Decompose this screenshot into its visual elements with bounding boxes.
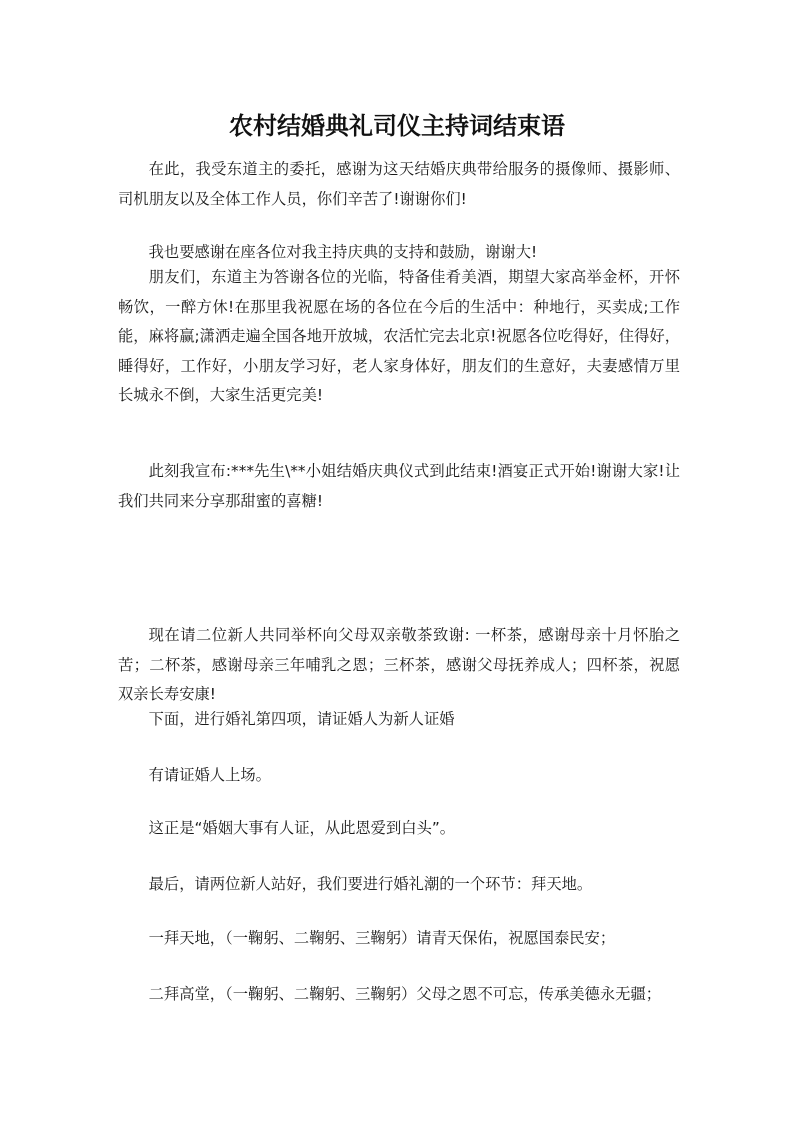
paragraph-final-step: 最后，请两位新人站好，我们要进行婚礼潮的一个环节：拜天地。 <box>148 875 593 893</box>
paragraph-second-bow: 二拜高堂，（一鞠躬、二鞠躬、三鞠躬）父母之恩不可忘，传承美德永无疆； <box>148 985 662 1003</box>
paragraph-witness: 下面，进行婚礼第四项，请证婚人为新人证婚 <box>148 710 455 728</box>
paragraph-tea-ceremony: 现在请二位新人共同举杯向父母双亲敬茶致谢: 一杯茶，感谢母亲十月怀胎之苦；二杯茶，感谢母亲三年哺乳之恩；三杯茶，感谢父母抚养成人；四杯茶，祝愿双亲长寿安康! <box>118 626 680 703</box>
paragraph-thanks-staff: 在此，我受东道主的委托，感谢为这天结婚庆典带给服务的摄像师、摄影师、司机朋友以及全体工作人员，你们辛苦了!谢谢你们! <box>118 160 680 208</box>
document-title: 农村结婚典礼司仪主持词结束语 <box>229 112 565 140</box>
paragraph-first-bow: 一拜天地，（一鞠躬、二鞠躬、三鞠躬）请青天保佑，祝愿国泰民安； <box>148 929 616 947</box>
paragraph-witness-invite: 有请证婚人上场。 <box>148 766 271 784</box>
paragraph-quote: 这正是“婚姻大事有人证，从此恩爱到白头”。 <box>148 819 456 837</box>
paragraph-announcement: 此刻我宣布:***先生\**小姐结婚庆典仪式到此结束!酒宴正式开始!谢谢大家!让我们共同来分享那甜蜜的喜糖! <box>118 462 680 510</box>
paragraph-toast: 朋友们，东道主为答谢各位的光临，特备佳肴美酒，期望大家高举金杯，开怀畅饮，一醉方休!在那里我祝愿在场的各位在今后的生活中：种地行，买卖成;工作能，麻将赢;潇洒走遍全国各地开放城，农活忙完去北京!祝愿各位吃得好，住得好，睡得好，工作好，小朋友学习好，老人家身体好，朋友们的生意好，夫妻感情万里长城永不倒，大家生活更完美! <box>118 268 680 404</box>
paragraph-thanks-guests: 我也要感谢在座各位对我主持庆典的支持和鼓励，谢谢大! <box>148 243 538 261</box>
